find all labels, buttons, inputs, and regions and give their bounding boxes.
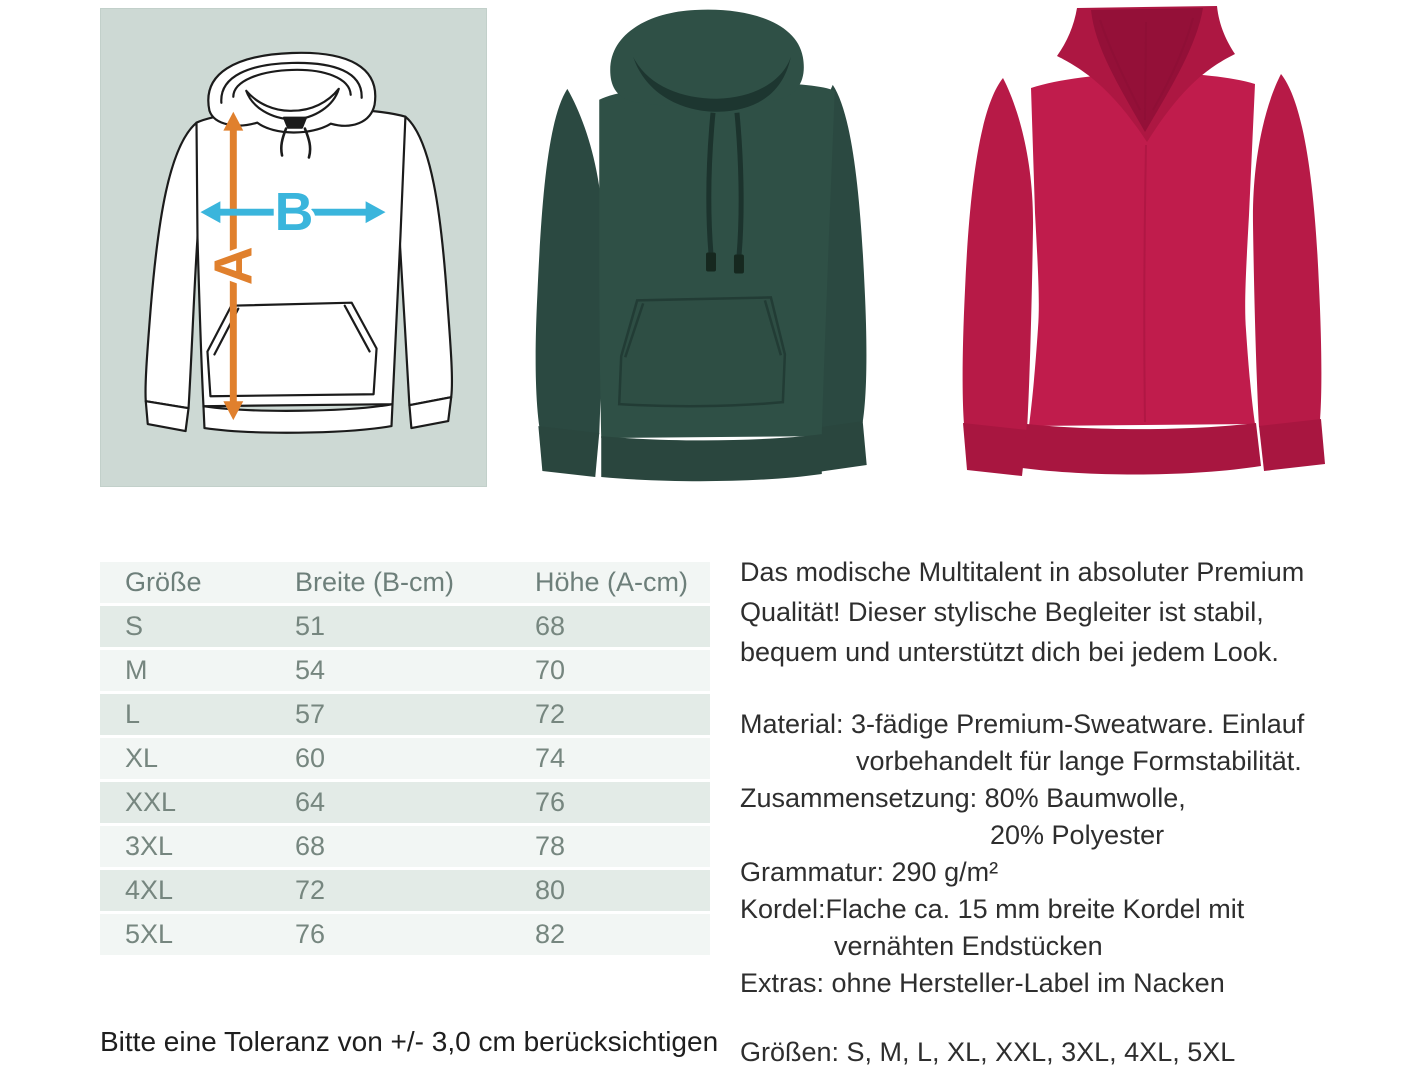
product-description-intro: [740, 552, 1304, 672]
size-diagram-panel: [100, 8, 487, 487]
cell-width: 72: [295, 875, 326, 905]
cell-size: 5XL: [125, 919, 174, 949]
cell-size: 4XL: [125, 875, 174, 905]
header-hoehe: Höhe (A-cm): [535, 567, 689, 597]
cell-size: M: [125, 655, 148, 685]
label-a: A: [203, 246, 264, 286]
size-table: [100, 562, 710, 958]
description-line-extras: Extras: ohne Hersteller-Label im Nacken: [740, 968, 1225, 998]
table-row-5xl: [100, 914, 710, 958]
description-line: Das modische Multitalent in absoluter Premium: [740, 557, 1305, 587]
description-line: vernähten Endstücken: [834, 931, 1103, 961]
cell-size: XXL: [125, 787, 177, 817]
description-line: 20% Polyester: [990, 820, 1165, 850]
table-row-s: [100, 606, 710, 650]
front-pocket: [619, 297, 785, 406]
cell-width: 60: [295, 743, 326, 773]
cell-size: 3XL: [125, 831, 174, 861]
table-row-xxl: [100, 782, 710, 826]
cell-width: 57: [295, 699, 326, 729]
front-drawstring-aglet-right: [734, 254, 744, 273]
table-row-m: [100, 650, 710, 694]
cell-height: 78: [535, 831, 566, 861]
cell-height: 74: [535, 743, 566, 773]
cell-width: 64: [295, 787, 326, 817]
table-row-l: [100, 694, 710, 738]
product-description-sizes: [740, 1034, 1235, 1068]
red-hoodie-back-image: [935, 0, 1345, 497]
description-line: bequem und unterstützt dich bei jedem Look.: [740, 637, 1279, 667]
header-groesse: Größe: [125, 567, 202, 597]
cell-height: 82: [535, 919, 566, 949]
hoodie-back-graphic: [963, 6, 1325, 476]
cell-height: 68: [535, 611, 566, 641]
back-left-sleeve: [963, 78, 1033, 431]
back-right-cuff: [1259, 419, 1325, 471]
hoodie-measurement-diagram: [101, 9, 486, 486]
table-row-3xl: [100, 826, 710, 870]
cell-size: L: [125, 699, 141, 729]
front-hem-band: [601, 434, 822, 481]
back-hem-band: [1022, 423, 1261, 475]
cell-height: 80: [535, 875, 566, 905]
green-hoodie-front-image: [515, 5, 920, 489]
diagram-left-sleeve: [146, 123, 199, 409]
description-line-grammatur: Grammatur: 290 g/m²: [740, 857, 999, 887]
cell-height: 72: [535, 699, 566, 729]
product-description-details: [740, 706, 1304, 1002]
red-hoodie-back-photo: [935, 0, 1345, 497]
cell-width: 51: [295, 611, 326, 641]
cell-width: 76: [295, 919, 326, 949]
description-line: vorbehandelt für lange Formstabilität.: [856, 746, 1302, 776]
back-right-sleeve: [1253, 74, 1321, 427]
cell-width: 68: [295, 831, 326, 861]
cell-size: S: [125, 611, 144, 641]
description-line-kordel: Kordel:Flache ca. 15 mm breite Kordel mit: [740, 894, 1245, 924]
description-line-material: Material: 3-fädige Premium-Sweatware. Einlauf: [740, 709, 1305, 739]
description-line-zusammensetzung: Zusammensetzung: 80% Baumwolle,: [740, 783, 1186, 813]
header-breite: Breite (B-cm): [295, 567, 455, 597]
front-hood: [610, 10, 804, 107]
green-hoodie-front-photo: [515, 5, 920, 489]
diagram-collar-notch: [284, 118, 306, 128]
cell-height: 70: [535, 655, 566, 685]
cell-width: 54: [295, 655, 326, 685]
description-line-groessen: Größen: S, M, L, XL, XXL, 3XL, 4XL, 5XL: [740, 1037, 1236, 1067]
front-drawstring-aglet-left: [706, 252, 716, 271]
cell-height: 76: [535, 787, 566, 817]
cell-size: XL: [125, 743, 159, 773]
description-line: Qualität! Dieser stylische Begleiter ist stabil,: [740, 597, 1264, 627]
tolerance-note: Bitte eine Toleranz von +/- 3,0 cm berücksichtigen: [100, 1026, 719, 1057]
front-left-cuff: [538, 426, 599, 477]
label-b: B: [274, 182, 314, 243]
size-table-header-row: [100, 562, 710, 606]
table-row-4xl: [100, 870, 710, 914]
diagram-right-sleeve: [399, 117, 452, 406]
back-left-cuff: [963, 423, 1027, 476]
table-row-xl: [100, 738, 710, 782]
front-left-sleeve: [536, 89, 604, 434]
hoodie-front-graphic: [536, 10, 867, 482]
